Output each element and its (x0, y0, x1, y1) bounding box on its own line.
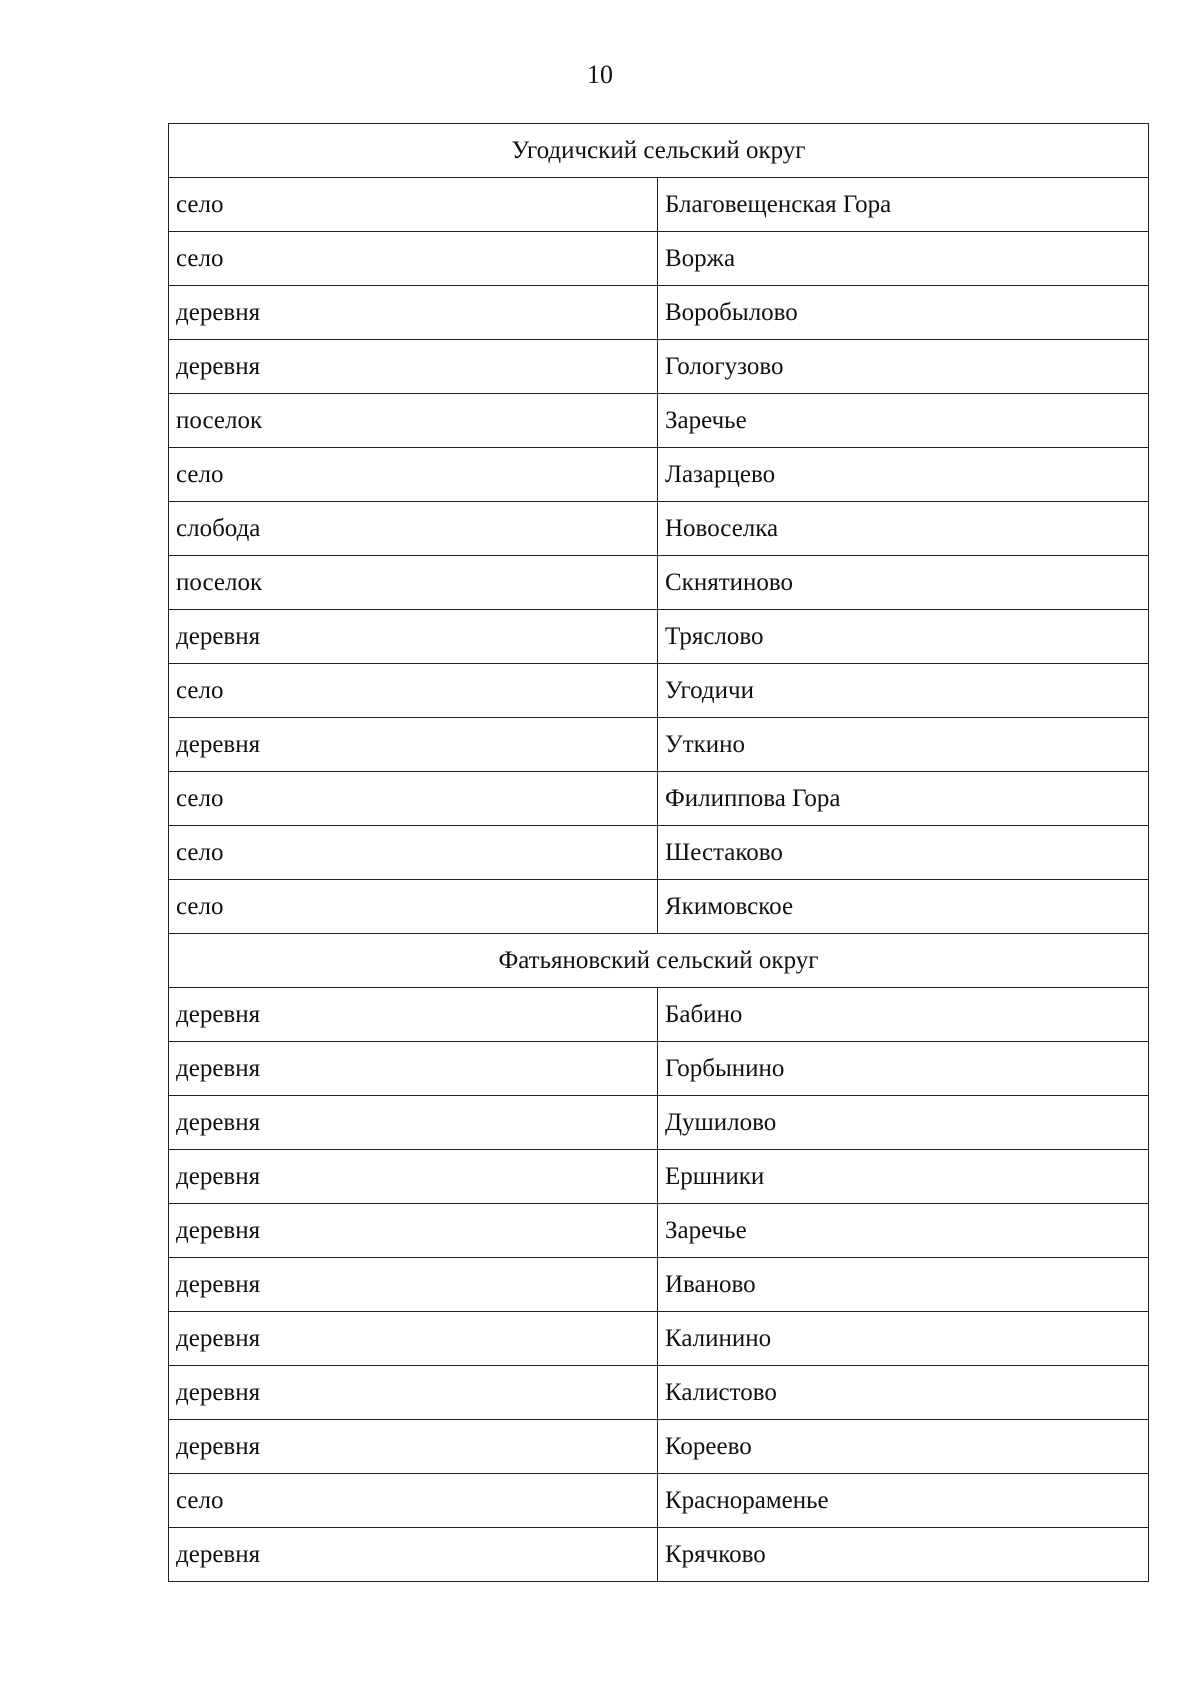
settlement-type-cell: деревня (169, 1312, 658, 1366)
settlement-type-cell: деревня (169, 1258, 658, 1312)
settlement-type-cell: поселок (169, 394, 658, 448)
settlement-name-cell: Краснораменье (658, 1474, 1149, 1528)
settlement-name-cell: Иваново (658, 1258, 1149, 1312)
table-row (169, 772, 1149, 826)
settlement-name-cell: Шестаково (658, 826, 1149, 880)
settlement-name-cell: Уткино (658, 718, 1149, 772)
settlement-type-cell: село (169, 664, 658, 718)
table-row (169, 718, 1149, 772)
table-row (169, 1096, 1149, 1150)
settlement-name-cell: Филиппова Гора (658, 772, 1149, 826)
settlement-type-cell: село (169, 232, 658, 286)
settlement-type-cell: деревня (169, 1042, 658, 1096)
settlement-name-cell: Благовещенская Гора (658, 178, 1149, 232)
settlement-type-cell: деревня (169, 1150, 658, 1204)
table-row (169, 988, 1149, 1042)
table-row (169, 556, 1149, 610)
settlement-type-cell: деревня (169, 1096, 658, 1150)
settlement-type-cell: деревня (169, 1420, 658, 1474)
section-header-row (169, 934, 1149, 988)
settlement-type-cell: деревня (169, 988, 658, 1042)
settlements-table (168, 123, 1149, 1582)
table-row (169, 1312, 1149, 1366)
settlement-name-cell: Калинино (658, 1312, 1149, 1366)
table-row (169, 1528, 1149, 1582)
settlement-type-cell: село (169, 826, 658, 880)
settlement-type-cell: деревня (169, 1204, 658, 1258)
table-row (169, 340, 1149, 394)
table-row (169, 880, 1149, 934)
table-row (169, 1204, 1149, 1258)
settlement-name-cell: Калистово (658, 1366, 1149, 1420)
settlement-name-cell: Горбынино (658, 1042, 1149, 1096)
settlement-name-cell: Угодичи (658, 664, 1149, 718)
settlement-name-cell: Душилово (658, 1096, 1149, 1150)
section-header-row (169, 124, 1149, 178)
settlement-name-cell: Новоселка (658, 502, 1149, 556)
settlement-name-cell: Якимовское (658, 880, 1149, 934)
settlement-type-cell: село (169, 772, 658, 826)
settlements-table-body (169, 124, 1149, 1582)
settlement-type-cell: деревня (169, 340, 658, 394)
section-title: Фатьяновский сельский округ (169, 934, 1149, 988)
settlement-name-cell: Тряслово (658, 610, 1149, 664)
table-row (169, 1150, 1149, 1204)
table-row (169, 394, 1149, 448)
table-row (169, 178, 1149, 232)
section-title: Угодичский сельский округ (169, 124, 1149, 178)
table-row (169, 232, 1149, 286)
settlement-type-cell: село (169, 880, 658, 934)
table-row (169, 286, 1149, 340)
table-row (169, 1258, 1149, 1312)
settlement-name-cell: Лазарцево (658, 448, 1149, 502)
settlement-name-cell: Кореево (658, 1420, 1149, 1474)
table-row (169, 502, 1149, 556)
table-row (169, 1420, 1149, 1474)
settlement-type-cell: село (169, 1474, 658, 1528)
settlement-name-cell: Гологузово (658, 340, 1149, 394)
table-row (169, 1474, 1149, 1528)
settlement-type-cell: деревня (169, 286, 658, 340)
settlement-type-cell: поселок (169, 556, 658, 610)
settlement-type-cell: деревня (169, 718, 658, 772)
settlement-type-cell: деревня (169, 1528, 658, 1582)
settlement-type-cell: слобода (169, 502, 658, 556)
table-row (169, 610, 1149, 664)
settlement-name-cell: Крячково (658, 1528, 1149, 1582)
page-number: 10 (587, 60, 613, 89)
table-row (169, 448, 1149, 502)
settlement-type-cell: деревня (169, 610, 658, 664)
settlement-name-cell: Скнятиново (658, 556, 1149, 610)
settlement-type-cell: село (169, 448, 658, 502)
settlement-name-cell: Бабино (658, 988, 1149, 1042)
table-row (169, 1042, 1149, 1096)
table-row (169, 1366, 1149, 1420)
settlement-name-cell: Воржа (658, 232, 1149, 286)
settlement-name-cell: Заречье (658, 394, 1149, 448)
settlement-name-cell: Заречье (658, 1204, 1149, 1258)
table-row (169, 664, 1149, 718)
settlement-name-cell: Ершники (658, 1150, 1149, 1204)
settlement-type-cell: село (169, 178, 658, 232)
table-row (169, 826, 1149, 880)
settlement-type-cell: деревня (169, 1366, 658, 1420)
settlement-name-cell: Воробылово (658, 286, 1149, 340)
